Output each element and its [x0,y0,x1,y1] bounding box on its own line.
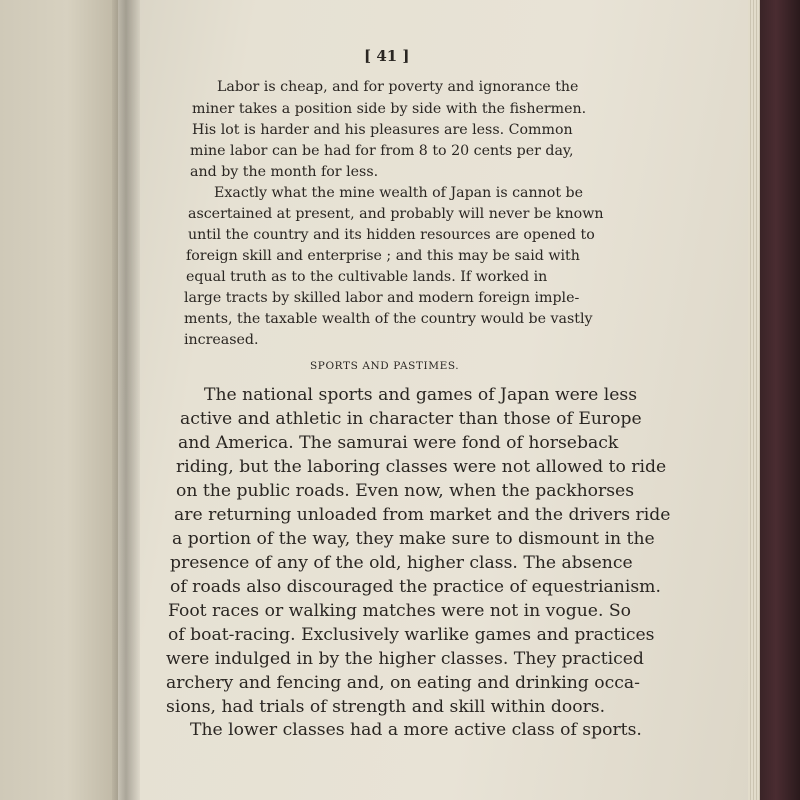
section-heading: SPORTS AND PASTIMES. [310,360,460,372]
text-line: Exactly what the mine wealth of Japan is cannot be [214,185,584,201]
text-line: Labor is cheap, and for poverty and ignorance the [217,79,579,95]
text-line: riding, but the laboring classes were not allowed to ride [176,457,667,477]
text-line: The national sports and games of Japan were less [204,385,638,405]
text-line: ments, the taxable wealth of the country would be vastly [184,311,593,327]
text-line: miner takes a position side by side with the fishermen. [192,101,587,117]
text-line: on the public roads. Even now, when the packhorses [176,481,635,501]
text-line: active and athletic in character than those of Europe [180,409,642,429]
text-line: and by the month for less. [190,164,379,180]
text-line: of boat-racing. Exclusively warlike games and practices [168,625,655,645]
text-line: Foot races or walking matches were not in vogue. So [168,601,632,621]
text-line: foreign skill and enterprise ; and this may be said with [186,248,580,264]
text-line: The lower classes had a more active class of sports. [190,720,642,740]
text-line: until the country and its hidden resources are opened to [188,227,595,243]
text-line: equal truth as to the cultivable lands. If worked in [186,269,548,285]
text-line: of roads also discouraged the practice of equestrianism. [170,577,661,597]
text-line: sions, had trials of strength and skill within doors. [166,697,606,717]
text-line: His lot is harder and his pleasures are less. Common [192,122,573,138]
text-line: mine labor can be had for from 8 to 20 cents per day, [190,143,574,159]
page-number: [ 41 ] [364,47,410,65]
text-line: archery and fencing and, on eating and drinking occa- [166,673,640,693]
text-line: a portion of the way, they make sure to dismount in the [172,529,655,549]
text-line: were indulged in by the higher classes. They practiced [166,649,644,669]
text-line: presence of any of the old, higher class. The absence [170,553,633,573]
text-line: and America. The samurai were fond of horseback [178,433,619,453]
text-line: ascertained at present, and probably will never be known [188,206,604,222]
text-line: large tracts by skilled labor and modern foreign imple- [184,290,580,306]
text-line: are returning unloaded from market and the drivers ride [174,505,671,525]
text-line: increased. [184,332,259,348]
